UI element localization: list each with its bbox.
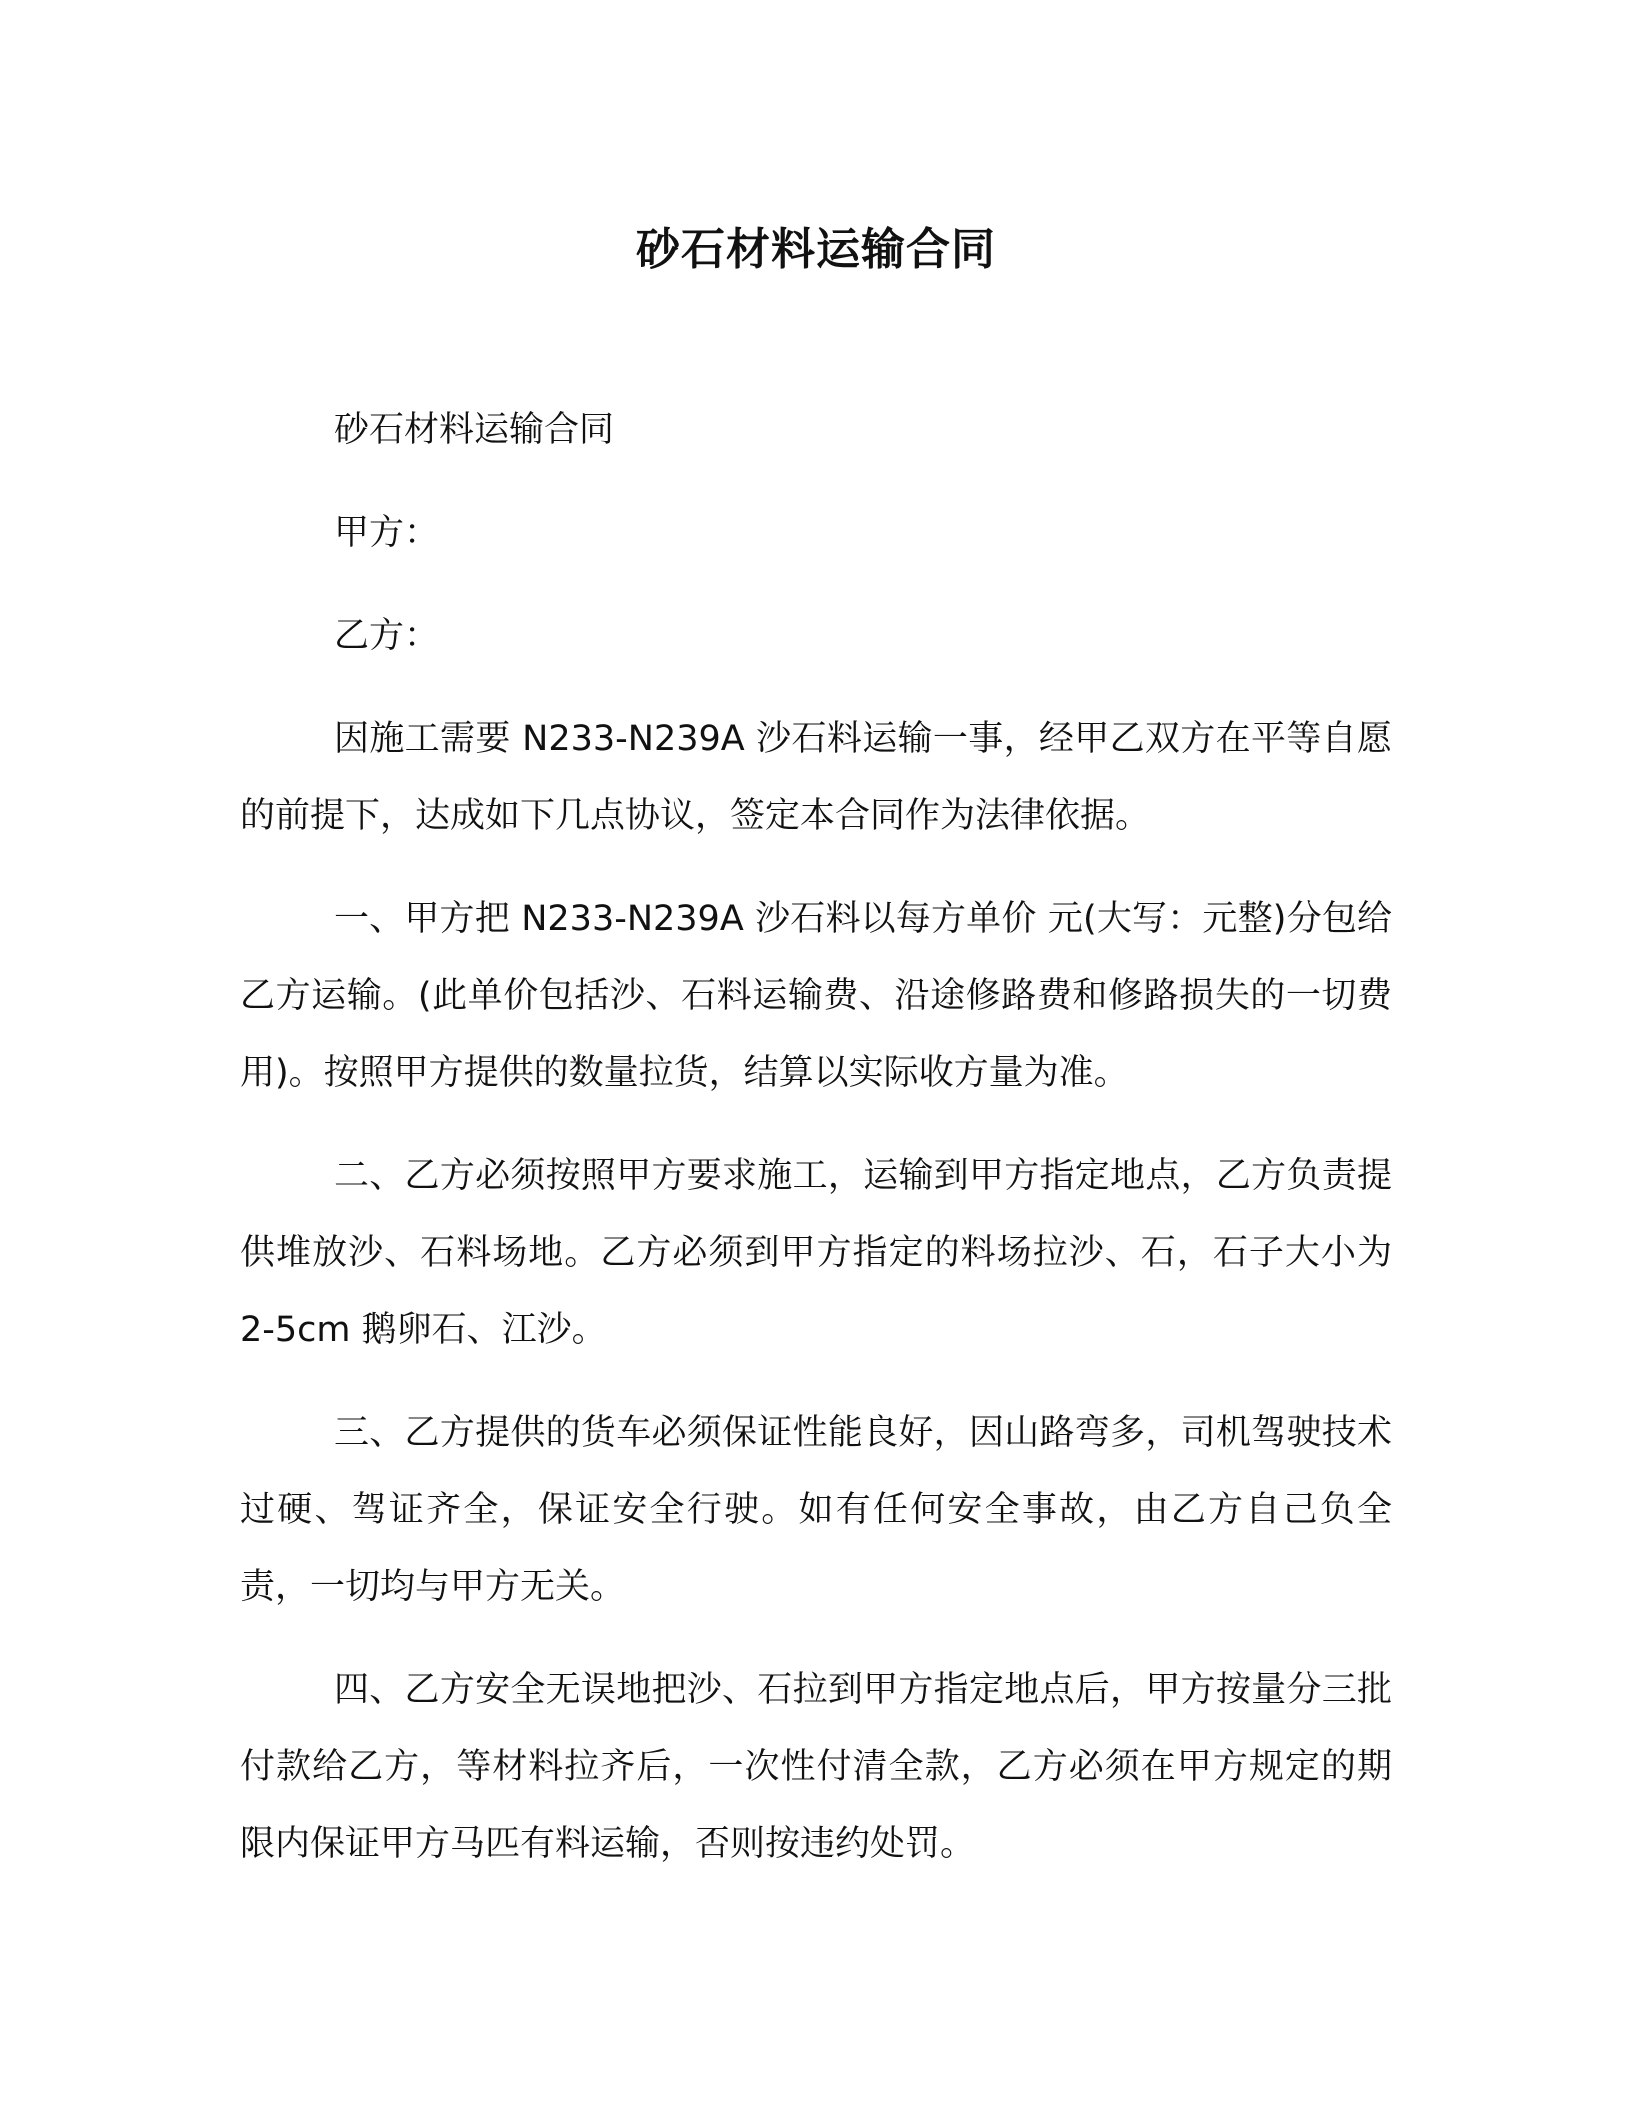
clause-4-paragraph: 四、乙方安全无误地把沙、石拉到甲方指定地点后，甲方按量分三批付款给乙方，等材料拉齐后，一次性付清全款，乙方必须在甲方规定的期限内保证甲方马匹有料运输，否则按违约处罚。 (240, 1670, 1392, 1864)
party-a-label: 甲方： (334, 513, 440, 553)
clause-2-paragraph: 二、乙方必须按照甲方要求施工，运输到甲方指定地点，乙方负责提供堆放沙、石料场地。乙方必须到甲方指定的料场拉沙、石，石子大小为 2-5cm 鹅卵石、江沙。 (240, 1156, 1392, 1350)
party-b-label: 乙方： (334, 616, 440, 656)
clause-3-paragraph: 三、乙方提供的货车必须保证性能良好，因山路弯多，司机驾驶技术过硬、驾证齐全，保证安全行驶。如有任何安全事故，由乙方自己负全责，一切均与甲方无关。 (240, 1413, 1392, 1607)
clause-1-paragraph: 一、甲方把 N233-N239A 沙石料以每方单价 元(大写：元整)分包给乙方运输。(此单价包括沙、石料运输费、沿途修路费和修路损失的一切费用)。按照甲方提供的数量拉货，结算以实际收方量为准。 (240, 899, 1392, 1093)
preamble-paragraph: 因施工需要 N233-N239A 沙石料运输一事，经甲乙双方在平等自愿的前提下，达成如下几点协议，签定本合同作为法律依据。 (240, 719, 1392, 836)
contract-subtitle: 砂石材料运输合同 (334, 410, 615, 450)
document-title: 砂石材料运输合同 (636, 224, 996, 275)
document-body (240, 392, 1392, 1909)
